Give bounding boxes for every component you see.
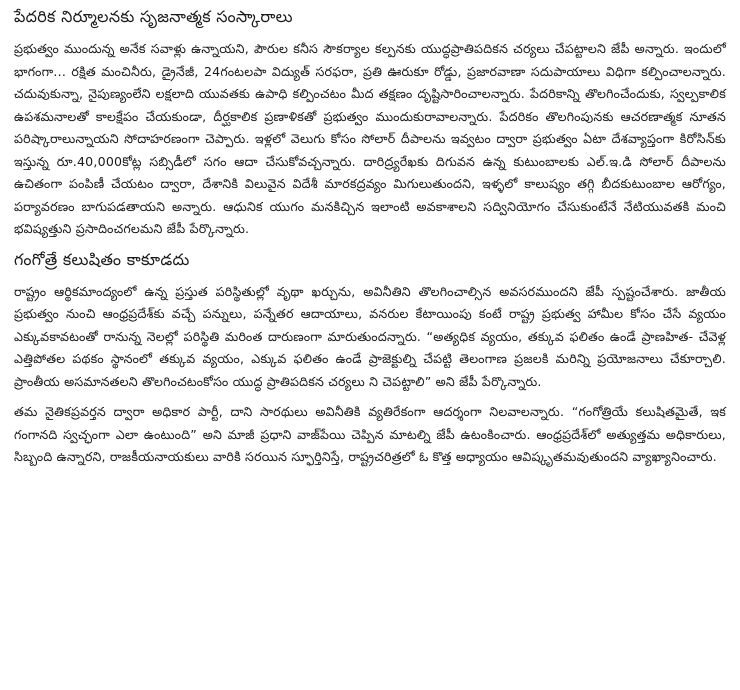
- section-heading-gangotri: గంగోత్రే కలుషితం కాకూడదు: [14, 249, 190, 269]
- paragraph-economy: రాష్ట్రం ఆర్థికమాంద్యంలో ఉన్న ప్రస్తుత పరిస్థితుల్లో వృథా ఖర్చును, అవినీతిని తొలగించాల్సిన అవసరముందని జేపీ స్పష్టంచేశారు. జాతీయ ప్రభుత్వం నుంచి ఆంధ్రప్రదేశ్‌కు వచ్చే పన్నులు, పన్నేతర ఆదాయాలు, వనరుల కేటాయింపు కంటే రాష్ట్ర ప్రభుత్వ హామీల కోసం చేసే వ్యయం ఎక్కువకావటంతో రానున్న నెలల్లో పరిస్థితి మరింత దారుణంగా మారుతుందన్నారు. “అత్యధిక వ్యయం, తక్కువ ఫలితం ఉండే ప్రాణహిత- చేవెళ్ల ఎత్తిపోతల పథకం స్థానంలో తక్కువ వ్యయం, ఎక్కువ ఫలితం ఉండే ప్రాజెక్టుల్ని చేపట్టి తెలంగాణ ప్రజలకి మరిన్ని ప్రయోజనాలు చేకూర్చాలి. ప్రాంతీయ అసమానతలని తొలగించటంకోసం యుద్ధ ప్రాతిపదికన చర్యలు ని చెపట్టాలి” అని జేపీ పేర్కొన్నారు.: [14, 283, 726, 389]
- section-heading-poverty: పేదరిక నిర్మూలనకు సృజనాత్మక సంస్కారాలు: [14, 7, 293, 26]
- paragraph-ethics: తమ నైతికప్రవర్తన ద్వారా అధికార పార్టీ, దాని సారథులు అవినీతికి వ్యతిరేకంగా ఆదర్శంగా నిలవాలన్నారు. “గంగోత్రియే కలుషితమైతే, ఇక గంగానది స్వచ్ఛంగా ఎలా ఉంటుంది” అని మాజీ ప్రధాని వాజ్‌పేయి చెప్పిన మాటల్ని జేపీ ఉటంకించారు. ఆంధ్రప్రదేశ్‌లో అత్యుత్తమ అధికారులు, సిబ్బంది ఉన్నారని, రాజకీయనాయకులు వారికి సరయిన స్ఫూర్తినిస్తే, రాష్ట్రచరిత్రలో ఓ కొత్త అధ్యాయం ఆవిష్కృతమవుతుందని వ్యాఖ్యానించారు.: [14, 404, 726, 464]
- paragraph-poverty: ప్రభుత్వం ముందున్న అనేక సవాళ్లు ఉన్నాయని, పౌరుల కనీస సౌకర్యాల కల్పనకు యుద్ధప్రాతిపదికన చర్యలు చేపట్టాలని జేపీ అన్నారు. ఇందులో భాగంగా... రక్షిత మంచినీరు, డ్రైనేజీ, 24గంటలపా విద్యుత్ సరఫరా, ప్రతి ఊరుకూ రోడ్డు, ప్రజారవాణా సదుపాయాలు విధిగా కల్పించాలన్నారు. చదువుకున్నా, నైపుణ్యంలేని లక్షలాది యువతకు ఉపాధి కల్పించటం మీద తక్షణం దృష్టిసారించాలన్నారు. పేదరికాన్ని తొలగించేందుకు, స్వల్పకాలిక ఉపశమనాలతో కాలక్షేపం చేయకుండా, దీర్ఘకాలిక ప్రణాళికతో ప్రభుత్వం ముందుకురావాలన్నారు. పేదరికం తొలగింపునకు ఆచరణాత్మక నూతన పరిష్కారాలున్నాయని సోదాహరణంగా చెప్పారు. ఇళ్లలో వెలుగు కోసం సోలార్ దీపాలను ఇవ్వటం ద్వారా ప్రభుత్వం ఏటా దేశవ్యాప్తంగా కిరోసిన్‌కు ఇస్తున్న రూ.40,000కోట్ల సబ్సిడీలో సగం ఆదా చేసుకోవచ్చన్నారు. దారిద్ర్యరేఖకు దిగువన ఉన్న కుటుంబాలకు ఎల్.ఇ.డి సోలార్ దీపాలను ఉచితంగా పంపిణీ చేయటం ద్వారా, దేశానికి విలువైన విదేశీ మారకద్రవ్యం మిగులుతుందని, ఇళ్ళలో కాలుష్యం తగ్గి బీదకుటుంబాల ఆరోగ్యం, పర్యావరణం బాగుపడతాయని అన్నారు. ఆధునిక యుగం మనకిచ్చిన ఇలాంటి అవకాశాలని సద్వినియోగం చేసుకుంటేనే నేటియువతకి మంచి భవిష్యత్తుని ప్రసాదించగలమని జేపీ పేర్కొన్నారు.: [14, 41, 726, 236]
